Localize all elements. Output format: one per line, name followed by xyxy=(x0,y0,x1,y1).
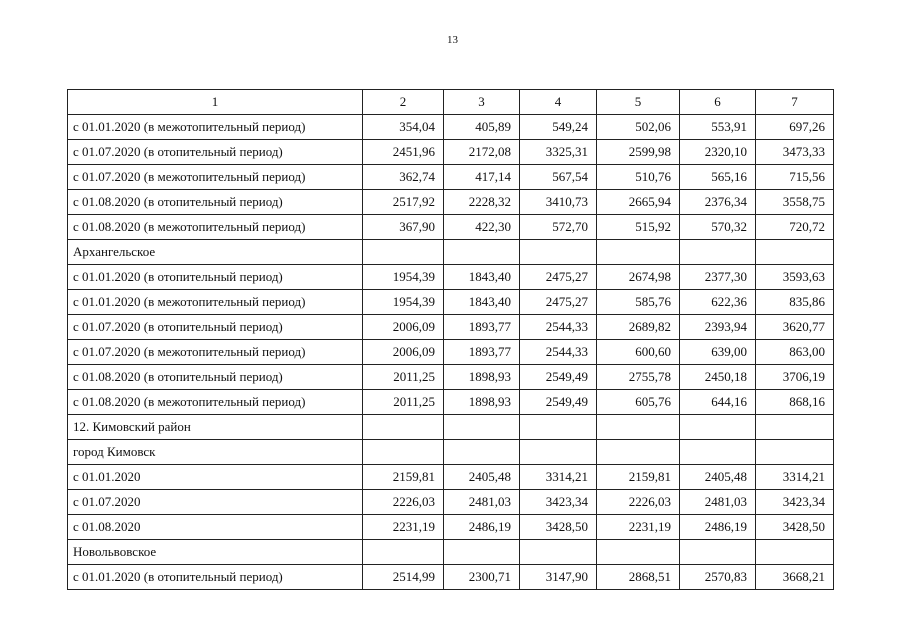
table-row xyxy=(68,290,834,315)
table-cell: 570,32 xyxy=(680,215,756,240)
table-cell xyxy=(756,440,834,465)
table-cell: 2172,08 xyxy=(444,140,520,165)
table-cell: 567,54 xyxy=(520,165,597,190)
table-cell: 3423,34 xyxy=(756,490,834,515)
row-label: с 01.07.2020 xyxy=(68,490,363,515)
row-label: с 01.07.2020 (в межотопительный период) xyxy=(68,340,363,365)
table-cell: 697,26 xyxy=(756,115,834,140)
table-cell: 2481,03 xyxy=(680,490,756,515)
table-cell: 367,90 xyxy=(363,215,444,240)
table-cell: 3423,34 xyxy=(520,490,597,515)
table-cell xyxy=(756,540,834,565)
column-header: 6 xyxy=(680,90,756,115)
table-cell: 2544,33 xyxy=(520,340,597,365)
row-label: с 01.01.2020 (в отопительный период) xyxy=(68,265,363,290)
table-cell: 1954,39 xyxy=(363,265,444,290)
table-cell xyxy=(680,440,756,465)
table-cell: 362,74 xyxy=(363,165,444,190)
table-cell: 2376,34 xyxy=(680,190,756,215)
table-cell: 2228,32 xyxy=(444,190,520,215)
column-header: 5 xyxy=(597,90,680,115)
table-cell: 1843,40 xyxy=(444,265,520,290)
table-row xyxy=(68,115,834,140)
table-cell xyxy=(597,415,680,440)
table-row xyxy=(68,415,834,440)
table-cell: 1898,93 xyxy=(444,390,520,415)
table-cell: 565,16 xyxy=(680,165,756,190)
table-row xyxy=(68,490,834,515)
table-cell: 2450,18 xyxy=(680,365,756,390)
table-cell xyxy=(520,415,597,440)
table-cell: 354,04 xyxy=(363,115,444,140)
table-cell: 3668,21 xyxy=(756,565,834,590)
table-cell: 2689,82 xyxy=(597,315,680,340)
table-cell: 2514,99 xyxy=(363,565,444,590)
row-label: с 01.08.2020 (в межотопительный период) xyxy=(68,215,363,240)
table-cell xyxy=(520,240,597,265)
table-cell: 2006,09 xyxy=(363,315,444,340)
table-cell: 549,24 xyxy=(520,115,597,140)
row-label: с 01.01.2020 (в отопительный период) xyxy=(68,565,363,590)
table-cell: 2231,19 xyxy=(597,515,680,540)
table-row xyxy=(68,365,834,390)
table-cell: 3620,77 xyxy=(756,315,834,340)
table-cell: 2486,19 xyxy=(444,515,520,540)
table-cell: 3558,75 xyxy=(756,190,834,215)
table-cell: 2517,92 xyxy=(363,190,444,215)
table-row xyxy=(68,215,834,240)
table-row xyxy=(68,565,834,590)
table-cell: 622,36 xyxy=(680,290,756,315)
table-cell: 2486,19 xyxy=(680,515,756,540)
row-label: с 01.08.2020 (в межотопительный период) xyxy=(68,390,363,415)
table-row xyxy=(68,540,834,565)
table-cell: 2159,81 xyxy=(597,465,680,490)
header-row xyxy=(68,90,834,115)
table-cell xyxy=(444,440,520,465)
table-cell: 2544,33 xyxy=(520,315,597,340)
table-cell: 868,16 xyxy=(756,390,834,415)
row-label: Архангельское xyxy=(68,240,363,265)
table-cell xyxy=(444,540,520,565)
table-cell: 2320,10 xyxy=(680,140,756,165)
column-header: 7 xyxy=(756,90,834,115)
table-row xyxy=(68,190,834,215)
table-cell: 422,30 xyxy=(444,215,520,240)
table-cell: 3147,90 xyxy=(520,565,597,590)
row-label: с 01.01.2020 xyxy=(68,465,363,490)
table-cell: 1954,39 xyxy=(363,290,444,315)
table-cell: 3314,21 xyxy=(756,465,834,490)
table-cell: 2549,49 xyxy=(520,390,597,415)
table-cell xyxy=(756,240,834,265)
table-cell: 1898,93 xyxy=(444,365,520,390)
table-cell xyxy=(597,440,680,465)
table-row xyxy=(68,515,834,540)
table-row xyxy=(68,440,834,465)
table-row xyxy=(68,340,834,365)
table-cell: 510,76 xyxy=(597,165,680,190)
table-cell: 2755,78 xyxy=(597,365,680,390)
table-cell: 2665,94 xyxy=(597,190,680,215)
row-label: с 01.07.2020 (в межотопительный период) xyxy=(68,165,363,190)
table-row xyxy=(68,465,834,490)
table-cell xyxy=(363,415,444,440)
row-label: с 01.08.2020 (в отопительный период) xyxy=(68,365,363,390)
table-cell xyxy=(363,240,444,265)
table-cell: 3428,50 xyxy=(756,515,834,540)
table-cell xyxy=(363,540,444,565)
table-cell: 2868,51 xyxy=(597,565,680,590)
table-cell: 715,56 xyxy=(756,165,834,190)
table-cell: 502,06 xyxy=(597,115,680,140)
table-cell: 2011,25 xyxy=(363,390,444,415)
table-cell: 2549,49 xyxy=(520,365,597,390)
table-cell xyxy=(363,440,444,465)
row-label: с 01.08.2020 (в отопительный период) xyxy=(68,190,363,215)
table-row xyxy=(68,240,834,265)
table-cell: 553,91 xyxy=(680,115,756,140)
table-cell: 405,89 xyxy=(444,115,520,140)
table-cell: 2674,98 xyxy=(597,265,680,290)
row-label: с 01.08.2020 xyxy=(68,515,363,540)
table-cell xyxy=(444,240,520,265)
table-cell: 515,92 xyxy=(597,215,680,240)
table-cell: 2405,48 xyxy=(680,465,756,490)
table-cell: 720,72 xyxy=(756,215,834,240)
table-cell: 605,76 xyxy=(597,390,680,415)
table-cell: 2011,25 xyxy=(363,365,444,390)
table-cell: 600,60 xyxy=(597,340,680,365)
table-cell: 3325,31 xyxy=(520,140,597,165)
table-cell: 2226,03 xyxy=(597,490,680,515)
table-cell: 2393,94 xyxy=(680,315,756,340)
table-cell: 2570,83 xyxy=(680,565,756,590)
table-row xyxy=(68,265,834,290)
row-label: с 01.07.2020 (в отопительный период) xyxy=(68,315,363,340)
row-label: с 01.07.2020 (в отопительный период) xyxy=(68,140,363,165)
tariff-table-body xyxy=(68,90,834,590)
table-cell: 572,70 xyxy=(520,215,597,240)
row-label: Новольвовское xyxy=(68,540,363,565)
table-cell xyxy=(444,415,520,440)
table-cell: 3410,73 xyxy=(520,190,597,215)
table-row xyxy=(68,165,834,190)
table-cell xyxy=(520,440,597,465)
table-cell: 2481,03 xyxy=(444,490,520,515)
table-cell: 1893,77 xyxy=(444,315,520,340)
column-header: 2 xyxy=(363,90,444,115)
column-header: 1 xyxy=(68,90,363,115)
table-row xyxy=(68,390,834,415)
table-cell: 3593,63 xyxy=(756,265,834,290)
table-cell: 3314,21 xyxy=(520,465,597,490)
table-cell: 2159,81 xyxy=(363,465,444,490)
table-cell: 1843,40 xyxy=(444,290,520,315)
table-cell: 2006,09 xyxy=(363,340,444,365)
table-cell: 863,00 xyxy=(756,340,834,365)
table-cell: 835,86 xyxy=(756,290,834,315)
table-cell: 2599,98 xyxy=(597,140,680,165)
table-cell: 2377,30 xyxy=(680,265,756,290)
table-row xyxy=(68,140,834,165)
table-cell: 3473,33 xyxy=(756,140,834,165)
table-cell xyxy=(756,415,834,440)
table-row xyxy=(68,315,834,340)
table-cell: 2300,71 xyxy=(444,565,520,590)
table-cell: 2405,48 xyxy=(444,465,520,490)
table-cell xyxy=(680,415,756,440)
row-label: с 01.01.2020 (в межотопительный период) xyxy=(68,115,363,140)
table-cell: 585,76 xyxy=(597,290,680,315)
table-cell: 2226,03 xyxy=(363,490,444,515)
table-cell xyxy=(680,240,756,265)
table-cell: 417,14 xyxy=(444,165,520,190)
table-cell: 3706,19 xyxy=(756,365,834,390)
row-label: город Кимовск xyxy=(68,440,363,465)
table-cell xyxy=(520,540,597,565)
row-label: 12. Кимовский район xyxy=(68,415,363,440)
table-cell: 644,16 xyxy=(680,390,756,415)
table-cell: 639,00 xyxy=(680,340,756,365)
column-header: 3 xyxy=(444,90,520,115)
table-cell: 2475,27 xyxy=(520,290,597,315)
table-cell: 3428,50 xyxy=(520,515,597,540)
table-cell: 1893,77 xyxy=(444,340,520,365)
table-cell xyxy=(597,540,680,565)
table-cell: 2475,27 xyxy=(520,265,597,290)
table-cell xyxy=(597,240,680,265)
column-header: 4 xyxy=(520,90,597,115)
table-cell: 2231,19 xyxy=(363,515,444,540)
table-cell xyxy=(680,540,756,565)
table-cell: 2451,96 xyxy=(363,140,444,165)
tariff-table xyxy=(67,89,834,590)
row-label: с 01.01.2020 (в межотопительный период) xyxy=(68,290,363,315)
page-number: 13 xyxy=(447,34,458,46)
